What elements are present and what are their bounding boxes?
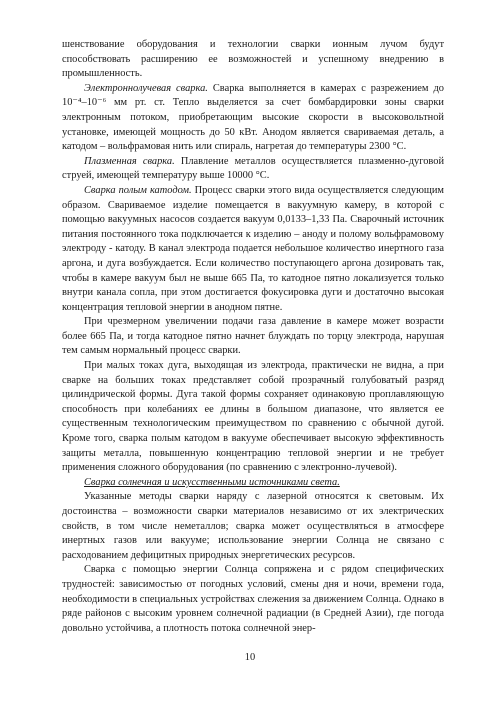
- paragraph-text: шенствование оборудования и технологии сварки ионным лучом будут способствовать расширению ее возможностей и успешному внедрению в промышленность.: [62, 39, 444, 80]
- paragraph-arc-shape: [62, 359, 444, 476]
- page-number: 10: [244, 652, 256, 663]
- paragraph-solar-difficulties: [62, 563, 444, 636]
- paragraph-hollow-cathode-welding: [62, 184, 444, 315]
- paragraph-text: При чрезмерном увеличении подачи газа давление в камере может возрасти более 665 Па, и тогда катодное пятно начнет блуждать по торцу электрода, нарушая тем самым нормальный процесс сварки.: [62, 316, 444, 357]
- paragraph-text: При малых токах дуга, выходящая из электрода, практически не видна, а при сварке на больших токах представляет собой прозрачный голубоватый разряд цилиндрической формы. Дуга такой формы сохраняет одинаковую проплавляющую способность при колебаниях ее длины в большом диапазоне, что является ее существенным технологическим преимуществом по сравнению с обычной дугой. Кроме того, сварка полым катодом в вакууме обеспечивает высокую эффективность защиты металла, повышенную концентрацию тепловой энергии и не требует применения сложного оборудования (по сравнению с электронно-лучевой).: [62, 360, 444, 474]
- paragraph-text: Сварка выполняется в камерах с разрежением до 10⁻⁴–10⁻⁶ мм рт. ст. Тепло выделяется за счет бомбардировки зоны сварки электронным потоком, приобретающим высокие скорости в высоковольтной установке, имеющей мощность до 50 кВт. Анодом является свариваемая деталь, а катодом – вольфрамовая нить или спираль, нагретая до температуры 2300 °С.: [62, 82, 444, 153]
- paragraph-text: Указанные методы сварки наряду с лазерной относятся к световым. Их достоинства – возможности сварки материалов независимо от их электрических свойств, в том числе неметаллов; сварка может осуществляться в атмосфере инертных газов или вакууме; использование энергии Солнца не связано с расходованием дефицитных природных энергетических ресурсов.: [62, 491, 444, 561]
- paragraph-gas-pressure: [62, 315, 444, 359]
- paragraph-light-methods: [62, 490, 444, 563]
- paragraph-text: Сварка с помощью энергии Солнца сопряжена и с рядом специфических трудностей: зависимостью от погодных условий, смены дня и ночи, времени года, необходимости в специальных устройствах слежения за движением Солнца. Однако в ряде районов с высоким уровнем солнечной радиации (в Средней Азии), где погода довольно устойчива, а плотность потока солнечной энер-: [62, 564, 444, 634]
- paragraph-plasma-welding: [62, 155, 444, 184]
- section-heading-plasma: Плазменная сварка.: [84, 155, 175, 167]
- paragraph-continuation: [62, 38, 444, 82]
- paragraph-text: Процесс сварки этого вида осуществляется следующим образом. Свариваемое изделие помещается в вакуумную камеру, в которой с помощью вакуумных насосов создается вакуум 0,0133–1,33 Па. Сварочный источник питания постоянного тока подключается к изделию – аноду и полому вольфрамовому электроду - катоду. В канал электрода подается небольшое количество инертного газа аргона, и дуга возбуждается. Если количество поступающего аргона дозировать так, чтобы в камере вакуум был не выше 665 Па, то катодное пятно локализуется только внутри канала сопла, при этом достигается фокусировка дуги и достаточно высокая концентрация тепловой энергии в анодном пятне.: [62, 184, 444, 313]
- paragraph-solar-heading: [62, 476, 444, 491]
- section-heading-hollow-cathode: Сварка полым катодом.: [84, 184, 192, 196]
- section-heading-solar: Сварка солнечная и искусственными источниками света.: [84, 476, 340, 488]
- section-heading-electron-beam: Электроннолучевая сварка.: [84, 82, 208, 94]
- paragraph-electron-beam-welding: [62, 82, 444, 155]
- paragraph-text: Плавление металлов осуществляется плазменно-дуговой струей, имеющей температуру выше 10000 °С.: [62, 155, 445, 182]
